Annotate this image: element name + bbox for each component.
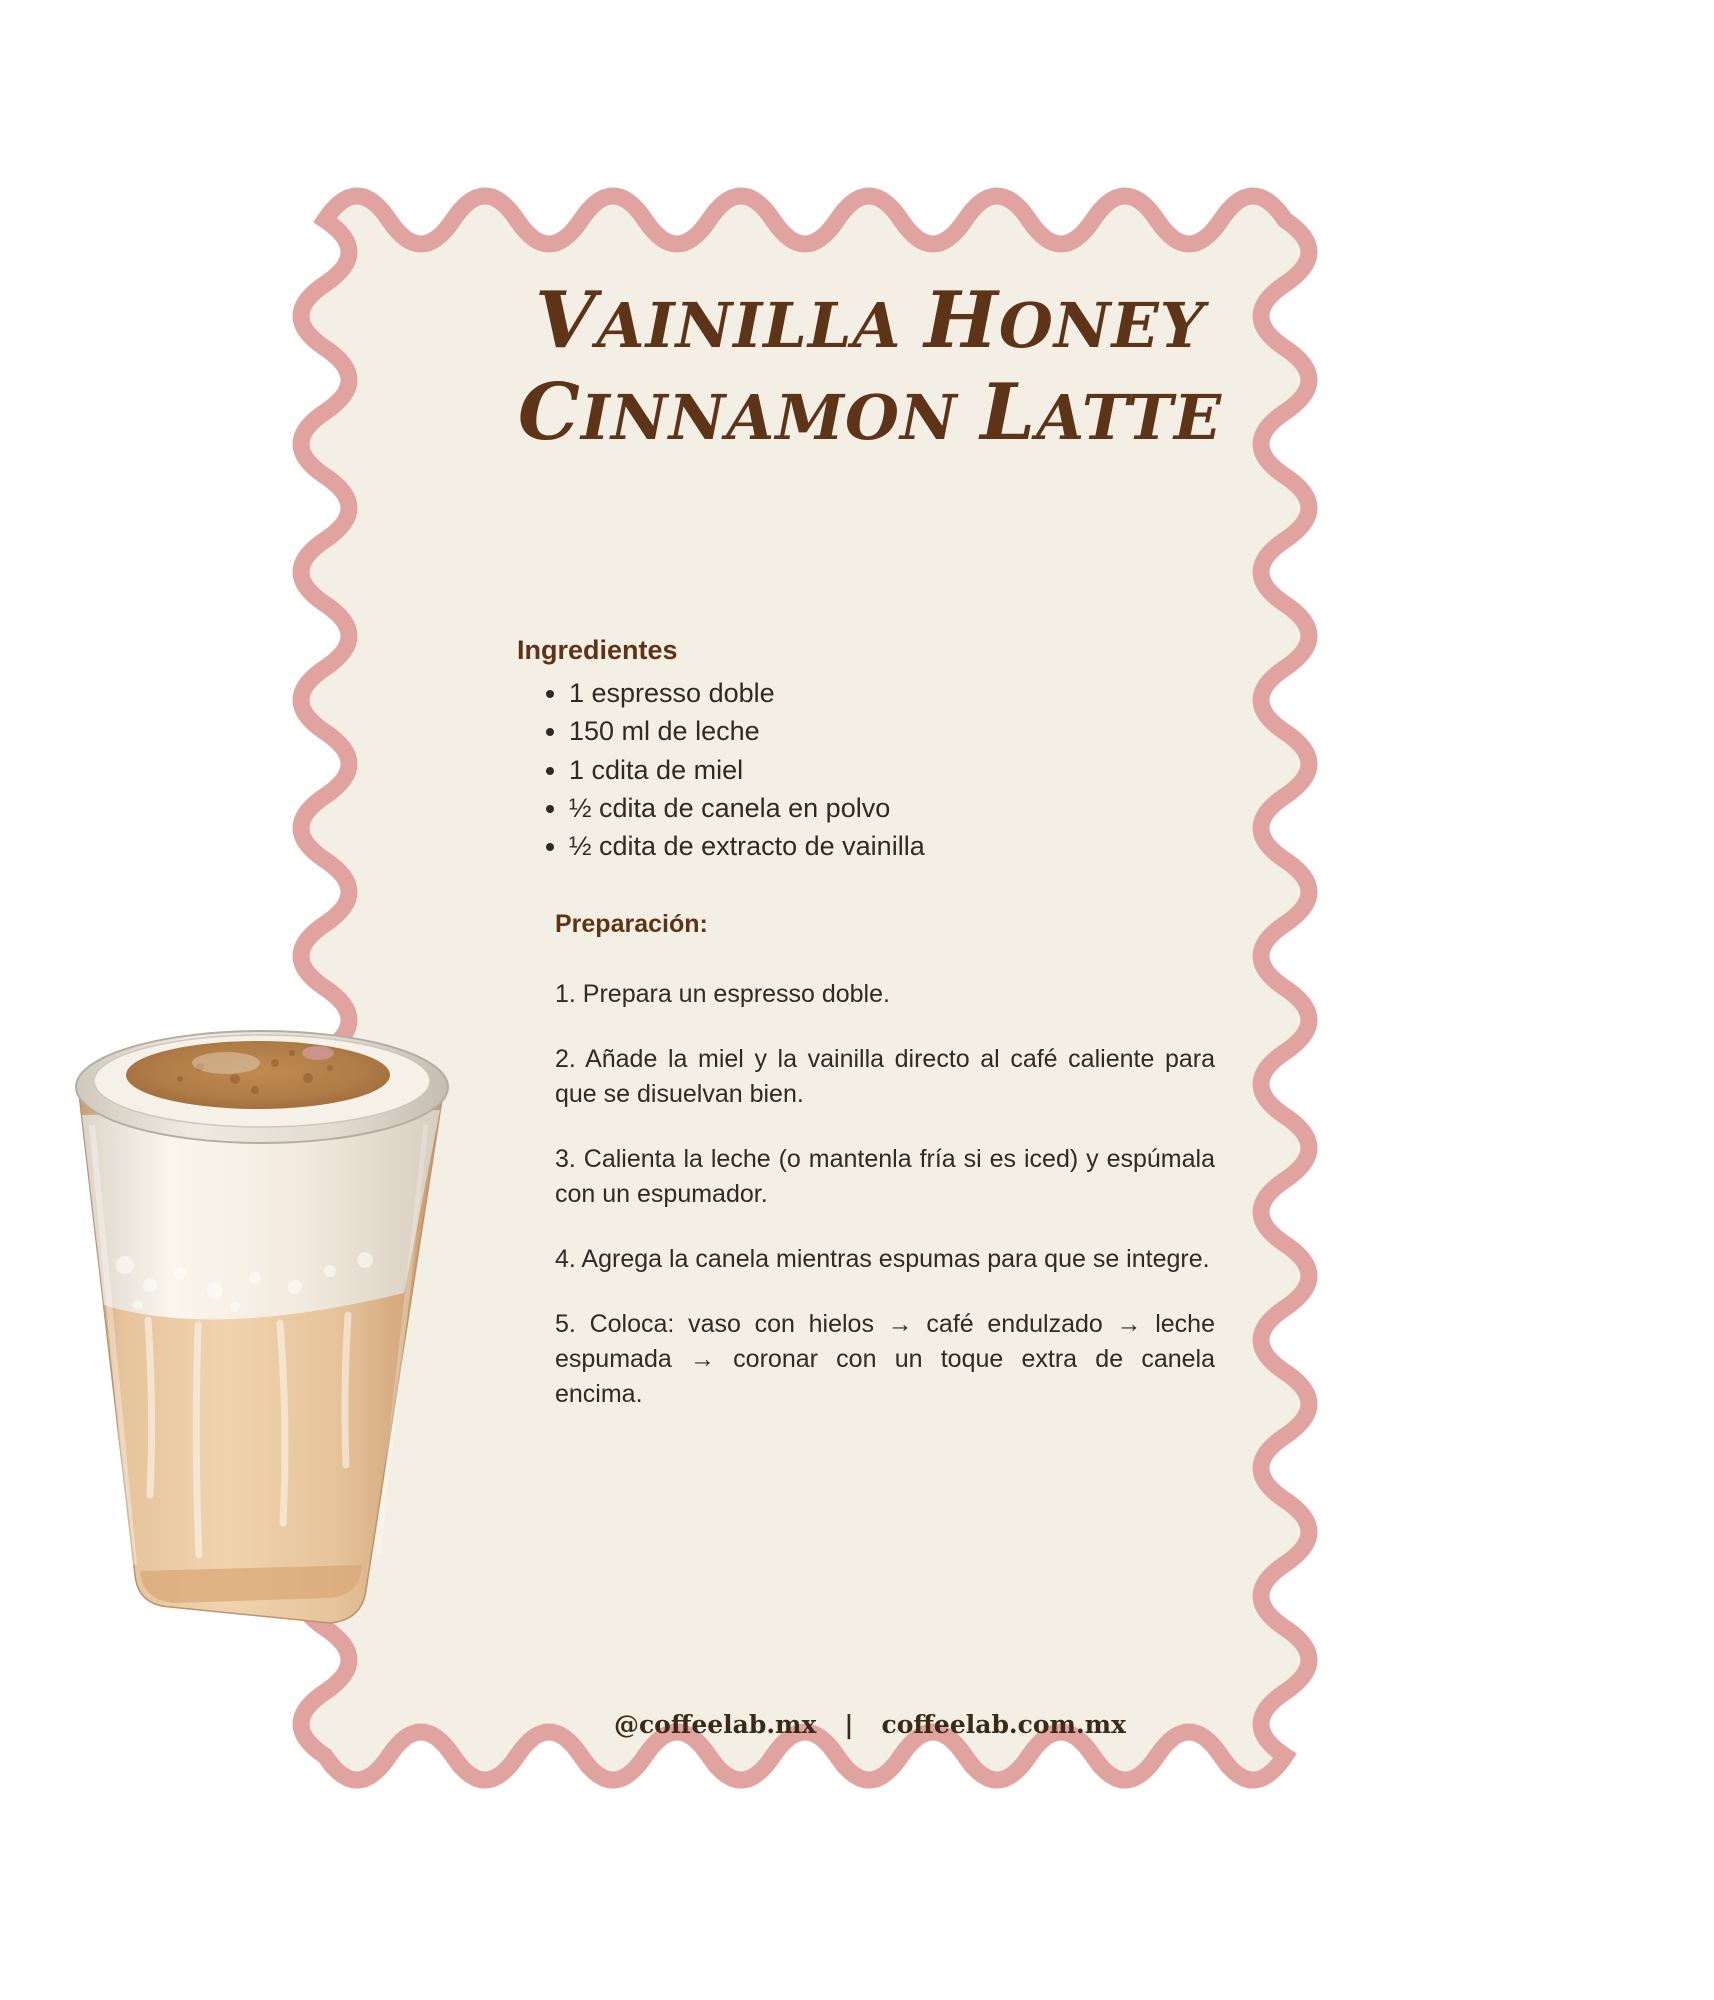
list-item: • 1 cdita de miel <box>569 751 1217 789</box>
ingredients-heading: Ingredientes <box>517 635 678 665</box>
preparation-step: 2. Añade la miel y la vainilla directo al café caliente para que se disuelvan bien. <box>555 1045 1215 1108</box>
preparation-step: 3. Calienta la leche (o mantenla fría si es iced) y espúmala con un espumador. <box>555 1145 1215 1208</box>
footer <box>255 1710 1485 1739</box>
latte-photo <box>30 975 530 1635</box>
title-line-2-rest: INNAMON <box>580 381 981 455</box>
list-item: • 1 espresso doble <box>569 674 1217 712</box>
preparation-heading: Preparación: <box>555 910 708 938</box>
title-line-1-cap: V <box>534 275 597 366</box>
title-line-2 <box>255 367 1485 459</box>
list-item: • ½ cdita de extracto de vainilla <box>569 827 1217 865</box>
ingredients-section <box>517 635 1217 866</box>
title-line-2-cap2: L <box>980 367 1037 459</box>
preparation-step: 4. Agrega la canela mientras espumas para que se integre. <box>555 1245 1210 1273</box>
ingredients-list <box>517 674 1217 866</box>
preparation-section <box>555 910 1215 1442</box>
title-line-2-cap: C <box>517 367 581 459</box>
list-item: • ½ cdita de canela en polvo <box>569 789 1217 827</box>
iced-latte-illustration <box>30 975 530 1635</box>
website-url: coffeelab.com.mx <box>881 1710 1127 1739</box>
title-line-1-rest: AINILLA <box>596 289 925 362</box>
list-item: • 150 ml de leche <box>569 712 1217 750</box>
footer-separator: | <box>844 1710 854 1739</box>
preparation-step: 1. Prepara un espresso doble. <box>555 980 890 1008</box>
page-title <box>255 275 1485 459</box>
title-line-1-rest2: ONEY <box>998 289 1206 362</box>
title-line-2-rest2: ATTE <box>1036 381 1223 455</box>
title-line-1 <box>255 275 1485 367</box>
title-line-1-cap2: H <box>924 275 999 366</box>
instagram-handle: @coffeelab.mx <box>613 1710 817 1739</box>
preparation-step: 5. Coloca: vaso con hielos → café endulzado → leche espumada → coronar con un toque extra de canela encima. <box>555 1310 1215 1408</box>
